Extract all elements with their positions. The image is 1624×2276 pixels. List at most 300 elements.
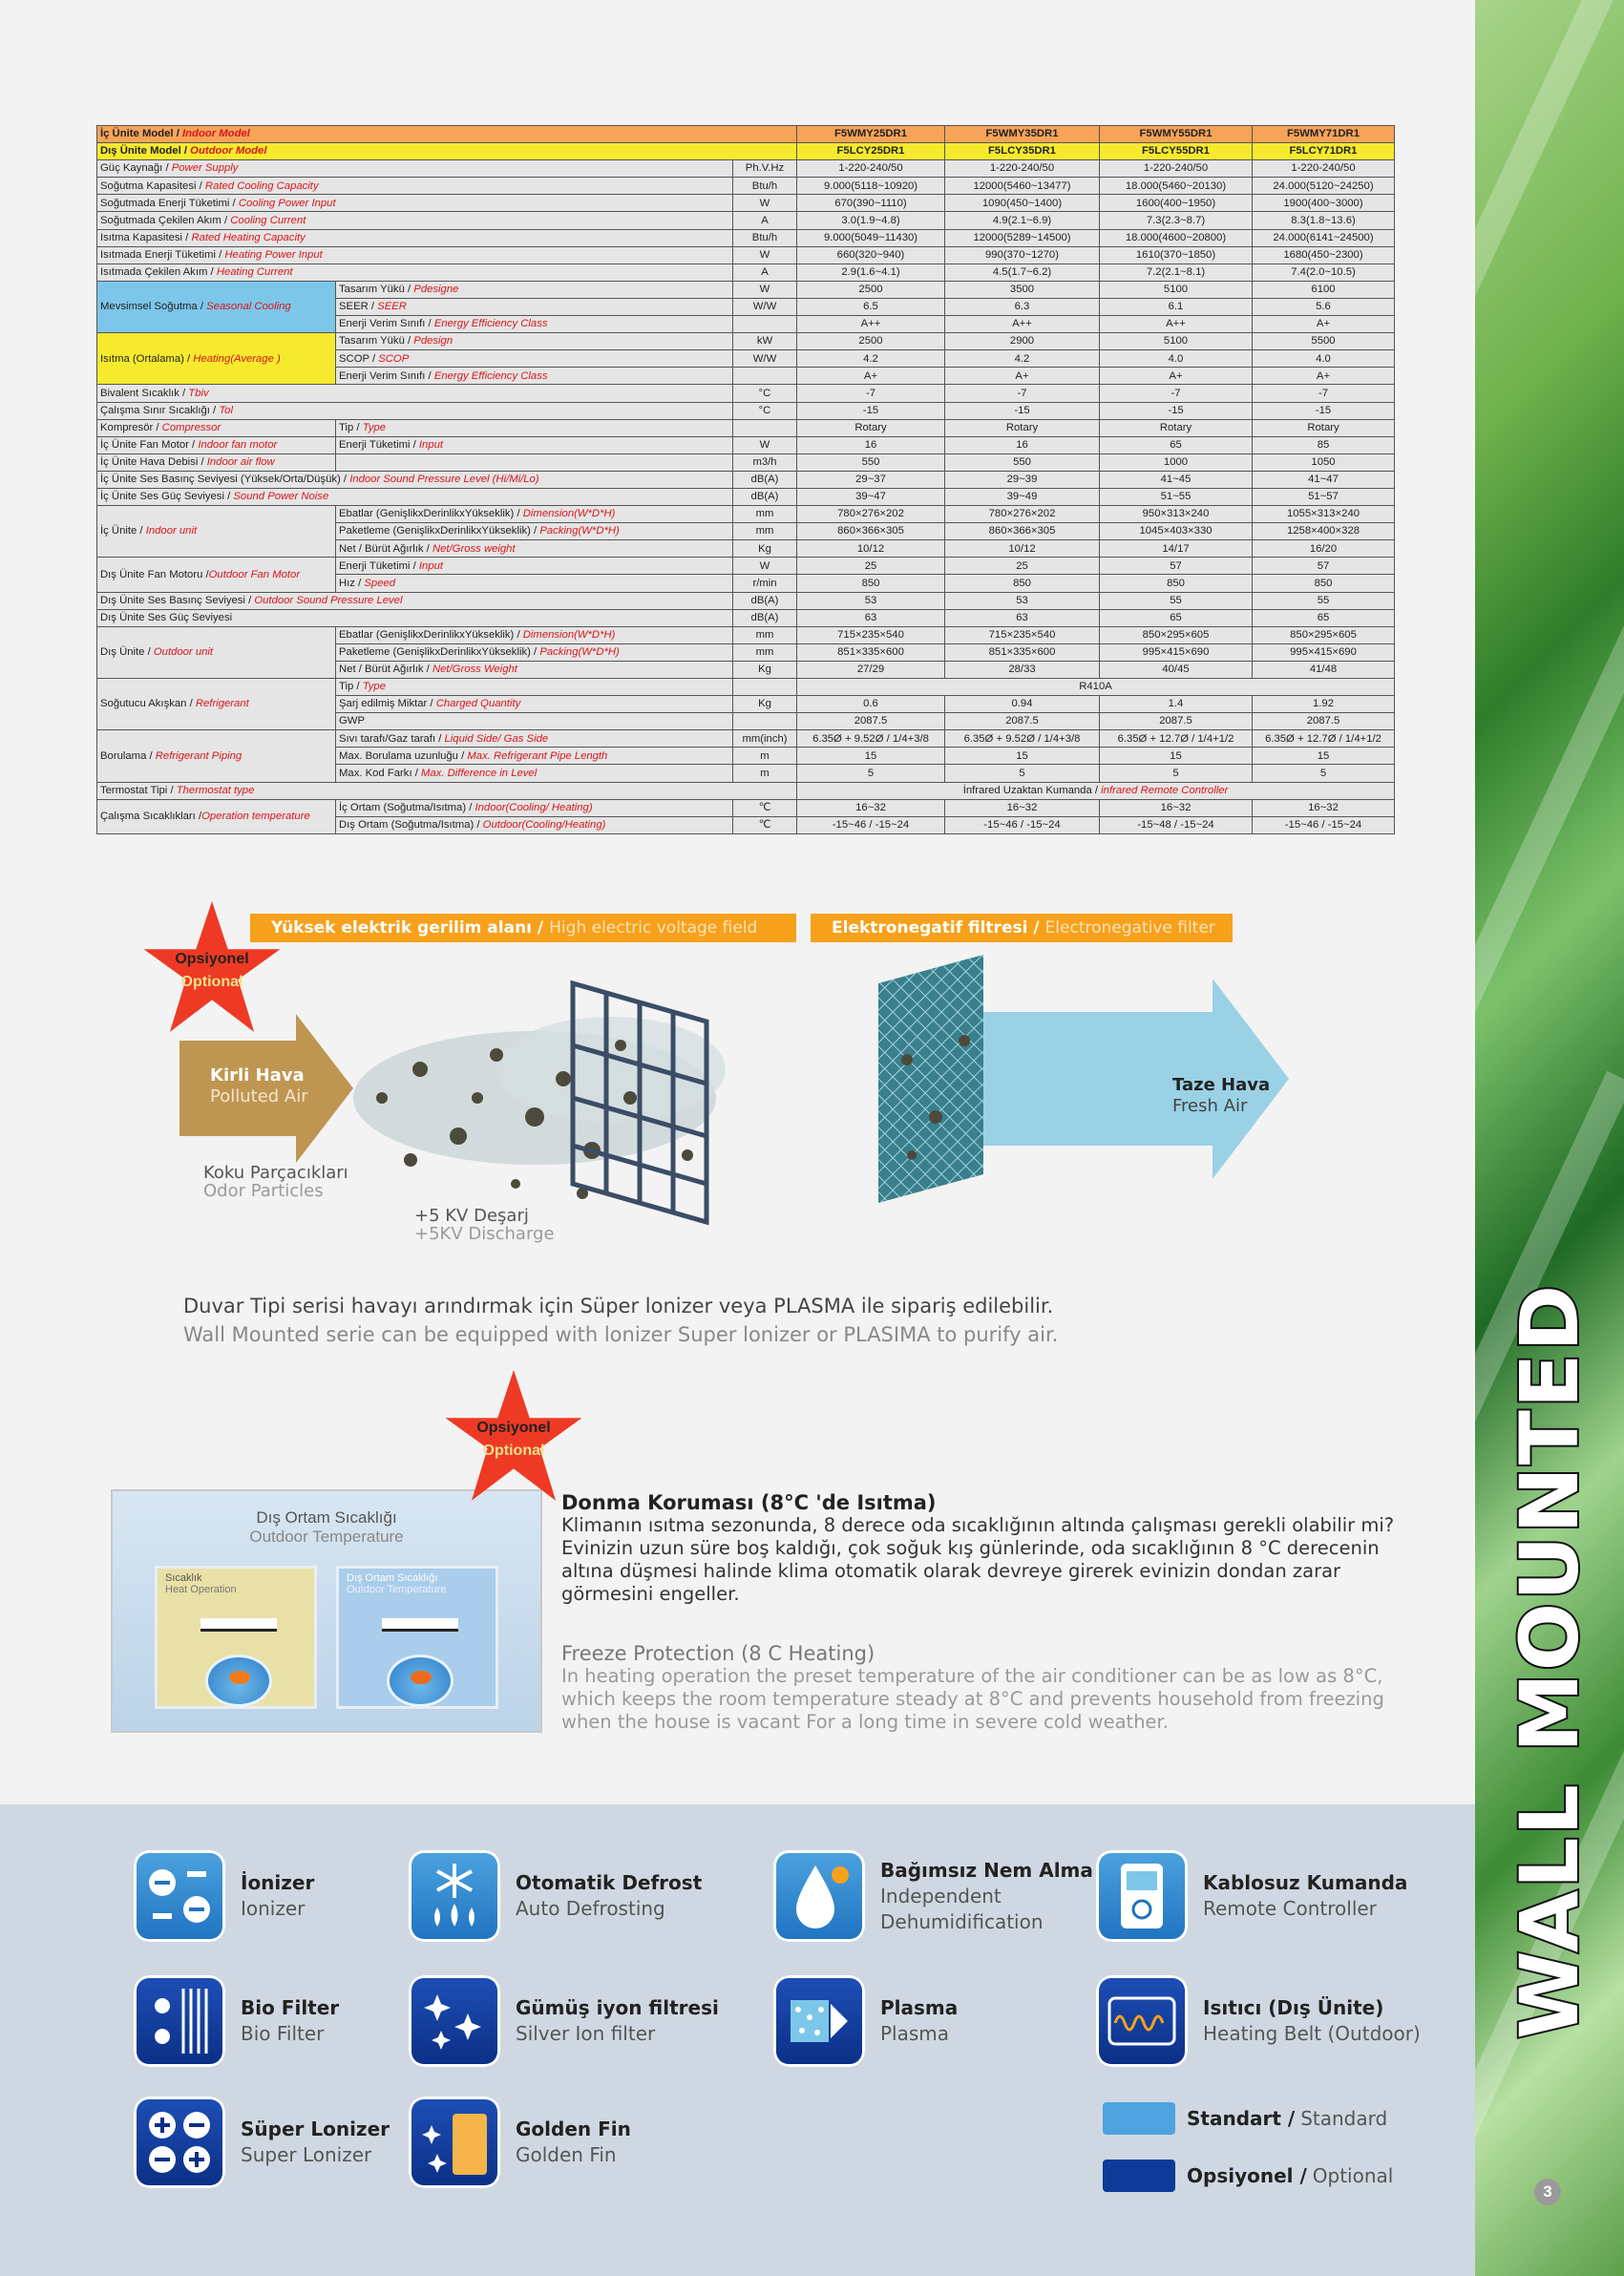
spec-row [97,592,1395,609]
spec-group-label: Dış Ünite Fan Motoru /Outdoor Fan Motor [97,558,336,592]
fresh-air-label: Taze Hava Fresh Air [1172,1075,1271,1116]
spec-label: Çalışma Sınır Sıcaklığı / Tol [97,402,733,419]
spec-unit: ℃ [733,816,797,833]
feature-title: Golden Fin [516,2118,631,2140]
spec-value: 16/20 [1253,540,1395,558]
spec-value: 2087.5 [945,713,1100,730]
spec-group-label: Soğutucu Akışkan / Refrigerant [97,679,336,730]
spec-label: Isıtma Kapasitesi / Rated Heating Capacity [97,229,733,246]
odor-particles-label: Koku Parçacıkları Odor Particles [203,1163,348,1201]
spec-value: 3.0(1.9~4.8) [797,212,945,229]
optional-star-badge: Opsiyonel Optional [441,1367,586,1512]
spec-sub-label: Max. Kod Farkı / Max. Difference in Level [336,765,733,782]
feature-item [409,1850,702,1942]
polluted-air-label: Kirli Hava Polluted Air [210,1065,308,1106]
freeze-text-tr: Klimanın ısıtma sezonunda, 8 derece oda sıcaklığının altında çalışması gerekli olabilir mi? Evinizin uzun süre boş kaldığı, çok soğuk kış günlerinde, oda sıcaklığının 8 °C derecenin altına düşmesi halinde klima otomatik olarak devreye girerek evinizin dondan zarar görmesini engeller. [561,1514,1395,1605]
feature-title: Plasma [880,1996,959,2019]
feature-item [134,1975,339,2067]
banner-high-voltage: Yüksek elektrik gerilim alanı / High electric voltage field [250,914,796,942]
spec-group-label: Mevsimsel Soğutma / Seasonal Cooling [97,281,336,332]
side-title: WALL MOUNTED [1503,1282,1597,2040]
feature-item [1096,1850,1407,1942]
features-panel [0,1804,1475,2276]
heating-belt-icon [1096,1975,1188,2067]
spec-unit: A [733,263,797,281]
spec-value: 16~32 [1253,799,1395,816]
spec-value: 40/45 [1100,661,1253,678]
fishbowl-icon [387,1654,453,1707]
spec-value: 5.6 [1253,298,1395,315]
spec-value: 6.35Ø + 12.7Ø / 1/4+1/2 [1100,730,1253,748]
dehumidification-icon [773,1850,865,1942]
outdoor-model-name: F5LCY55DR1 [1100,143,1253,160]
spec-value: Rotary [1253,419,1395,436]
spec-group-label: Borulama / Refrigerant Piping [97,730,336,782]
spec-unit: ℃ [733,799,797,816]
spec-value: 65 [1253,609,1395,626]
spec-value: 850 [1253,575,1395,592]
spec-value: 53 [945,592,1100,609]
page-number: 3 [1534,2179,1561,2205]
spec-value: 851×335×600 [945,643,1100,661]
feature-title: Kablosuz Kumanda [1203,1871,1408,1894]
freeze-protection-text [561,1491,1430,1734]
spec-value: 14/17 [1100,540,1253,558]
spec-label: İç Ünite Hava Debisi / Indoor air flow [97,453,336,471]
spec-unit: r/min [733,575,797,592]
feature-item [409,2097,631,2188]
spec-value: 860×366×305 [797,523,945,540]
spec-value: 15 [945,748,1100,765]
spec-table [96,125,1395,834]
plasma-icon [773,1975,865,2067]
spec-unit: kW [733,333,797,350]
spec-unit: mm(inch) [733,730,797,748]
spec-value: 1610(370~1850) [1100,246,1253,263]
spec-row [97,281,1395,298]
spec-sub-label [336,453,733,471]
spec-value: 39~47 [797,488,945,505]
discharge-label: +5 KV Deşarj +5KV Discharge [414,1206,555,1244]
electronegative-filter [878,955,983,1203]
spec-value: 15 [797,748,945,765]
spec-unit: dB(A) [733,609,797,626]
spec-row [97,212,1395,229]
spec-value: 1045×403×330 [1100,523,1253,540]
optional-star-badge: Opsiyonel Optional [139,898,285,1043]
spec-value: 51~57 [1253,488,1395,505]
spec-label: Soğutma Kapasitesi / Rated Cooling Capacity [97,178,733,195]
spec-sub-label: Sıvı tarafı/Gaz tarafı / Liquid Side/ Gas Side [336,730,733,748]
spec-value: 63 [945,609,1100,626]
spec-value: 39~49 [945,488,1100,505]
spec-value: A+ [945,368,1100,385]
feature-item [134,2097,390,2188]
spec-unit: m3/h [733,453,797,471]
spec-value: 995×415×690 [1100,643,1253,661]
spec-value: 51~55 [1100,488,1253,505]
spec-unit [733,713,797,730]
spec-value: 4.2 [797,350,945,368]
spec-value: 9.000(5118~10920) [797,178,945,195]
spec-row [97,609,1395,626]
spec-row [97,436,1395,453]
spec-value: 5 [1253,765,1395,782]
ac-unit-icon [382,1618,458,1632]
spec-value: 1-220-240/50 [797,160,945,178]
spec-label: Soğutmada Çekilen Akım / Cooling Current [97,212,733,229]
spec-value: 6.35Ø + 12.7Ø / 1/4+1/2 [1253,730,1395,748]
spec-unit: dB(A) [733,471,797,488]
spec-value: 16 [945,436,1100,453]
spec-value: 850 [797,575,945,592]
golden-fin-icon [409,2097,500,2188]
spec-value: 57 [1100,558,1253,575]
spec-value: 860×366×305 [945,523,1100,540]
spec-value: 1090(450~1400) [945,195,1100,212]
spec-value: 715×235×540 [797,626,945,643]
spec-value: 6.5 [797,298,945,315]
spec-sub-label: Max. Borulama uzunluğu / Max. Refrigerant Pipe Length [336,748,733,765]
spec-value: 53 [797,592,945,609]
spec-value: Rotary [945,419,1100,436]
spec-label: Dış Ünite Ses Güç Seviyesi [97,609,733,626]
spec-row [97,730,1395,748]
spec-value: -7 [1100,385,1253,402]
spec-sub-label: Ebatlar (GenişlikxDerinlikxYükseklik) / Dimension(W*D*H) [336,506,733,523]
spec-value: 2.9(1.6~4.1) [797,263,945,281]
spec-unit: Btu/h [733,178,797,195]
spec-label: Kompresör / Compressor [97,419,336,436]
feature-subtitle: Silver Ion filter [516,2022,656,2045]
spec-unit: mm [733,506,797,523]
spec-row [97,178,1395,195]
spec-unit: W [733,558,797,575]
spec-value: 16 [797,436,945,453]
spec-value: -15~46 / -15~24 [1253,816,1395,833]
legend-swatch [1103,2160,1175,2192]
indoor-model-name: F5WMY35DR1 [945,126,1100,143]
spec-value: 1-220-240/50 [1253,160,1395,178]
feature-item [773,1850,1093,1942]
spec-value: 10/12 [945,540,1100,558]
spec-value: 4.9(2.1~6.9) [945,212,1100,229]
spec-sub-label: Enerji Tüketimi / Input [336,436,733,453]
spec-group-label: Çalışma Sıcaklıkları /Operation temperature [97,799,336,833]
banner-electronegative: Elektronegatif filtresi / Electronegative filter [811,914,1233,942]
silver-ion-icon [409,1975,500,2067]
spec-unit: m [733,748,797,765]
spec-row [97,488,1395,505]
spec-sub-label: Hız / Speed [336,575,733,592]
spec-unit: Kg [733,696,797,713]
spec-value: 2900 [945,333,1100,350]
spec-value: 16~32 [797,799,945,816]
spec-unit: W [733,436,797,453]
spec-value: 0.6 [797,696,945,713]
spec-value: A+ [1253,316,1395,333]
spec-value: 15 [1253,748,1395,765]
outdoor-model-label: Dış Ünite Model / Outdoor Model [97,143,797,160]
spec-value: 6.3 [945,298,1100,315]
spec-unit: °C [733,402,797,419]
spec-value: 1055×313×240 [1253,506,1395,523]
spec-value: 1600(400~1950) [1100,195,1253,212]
spec-value: 2087.5 [797,713,945,730]
spec-value: 550 [797,453,945,471]
legend-swatch [1103,2102,1175,2135]
spec-unit: W/W [733,298,797,315]
spec-sub-label: İç Ortam (Soğutma/Isıtma) / Indoor(Cooling/ Heating) [336,799,733,816]
indoor-model-name: F5WMY55DR1 [1100,126,1253,143]
spec-value: 55 [1100,592,1253,609]
spec-label: Isıtmada Çekilen Akım / Heating Current [97,263,733,281]
spec-unit [733,419,797,436]
spec-unit [733,679,797,696]
freeze-title-tr: Donma Koruması (8°C 'de Isıtma) [561,1491,937,1514]
spec-value: 25 [797,558,945,575]
spec-value: -7 [1253,385,1395,402]
spec-sub-label: Şarj edilmiş Miktar / Charged Quantity [336,696,733,713]
legend-standard: Standart / Standard [1103,2102,1387,2135]
spec-sub-label: Tasarım Yükü / Pdesign [336,333,733,350]
spec-value: 5 [1100,765,1253,782]
fishbowl-icon [205,1654,272,1707]
spec-unit: W [733,281,797,298]
spec-sub-label: SCOP / SCOP [336,350,733,368]
spec-sub-label: Net / Bürüt Ağırlık / Net/Gross Weight [336,661,733,678]
spec-value: 850 [1100,575,1253,592]
spec-value: A++ [945,316,1100,333]
spec-value: 5100 [1100,333,1253,350]
feature-subtitle: Golden Fin [516,2143,617,2166]
spec-value: 4.2 [945,350,1100,368]
spec-unit: Btu/h [733,229,797,246]
spec-value: 41/48 [1253,661,1395,678]
spec-value: -7 [945,385,1100,402]
feature-subtitle: Independent Dehumidification [880,1884,1044,1933]
spec-value: 2500 [797,281,945,298]
feature-item [773,1975,958,2067]
ac-unit-icon [200,1618,277,1632]
feature-item [409,1975,719,2067]
spec-value: 780×276×202 [797,506,945,523]
spec-unit [733,316,797,333]
spec-value: 715×235×540 [945,626,1100,643]
spec-sub-label: GWP [336,713,733,730]
spec-label: İç Ünite Ses Basınç Seviyesi (Yüksek/Orta/Düşük) / Indoor Sound Pressure Level (Hi/Mi/Lo) [97,471,733,488]
spec-sub-label: Tip / Type [336,419,733,436]
feature-title: Bio Filter [241,1996,340,2019]
spec-value: 10/12 [797,540,945,558]
feature-subtitle: Remote Controller [1203,1897,1377,1920]
spec-value: -15~48 / -15~24 [1100,816,1253,833]
spec-unit: mm [733,626,797,643]
spec-row [97,143,1395,160]
feature-item [1096,1975,1421,2067]
ionizer-description: Duvar Tipi serisi havayı arındırmak için Süper lonizer veya PLASMA ile sipariş edilebilir. Wall Mounted serie can be equipped with lonizer Super lonizer or PLASIMA to purify air. [183,1295,1059,1346]
spec-value: 4.0 [1100,350,1253,368]
feature-subtitle: Super Lonizer [241,2143,372,2166]
spec-unit: Kg [733,540,797,558]
spec-value: 12000(5289~14500) [945,229,1100,246]
spec-row [97,453,1395,471]
ionizer-icon [134,1850,225,1942]
spec-value: 5500 [1253,333,1395,350]
spec-value: 65 [1100,436,1253,453]
spec-value: 851×335×600 [797,643,945,661]
spec-value: 850×295×605 [1100,626,1253,643]
spec-unit [733,368,797,385]
spec-value: 55 [1253,592,1395,609]
spec-row [97,419,1395,436]
spec-row [97,679,1395,696]
remote-controller-icon [1096,1850,1188,1942]
spec-unit: W [733,195,797,212]
spec-row [97,229,1395,246]
spec-value: 1000 [1100,453,1253,471]
spec-label: İç Ünite Ses Güç Seviyesi / Sound Power Noise [97,488,733,505]
spec-unit: dB(A) [733,488,797,505]
spec-unit: Ph.V.Hz [733,160,797,178]
spec-value: 1680(450~2300) [1253,246,1395,263]
spec-row [97,195,1395,212]
spec-value: 65 [1100,609,1253,626]
spec-value: A++ [1100,316,1253,333]
spec-value: 41~45 [1100,471,1253,488]
spec-value: 18.000(5460~20130) [1100,178,1253,195]
spec-value: A+ [1253,368,1395,385]
spec-label: Bivalent Sıcaklık / Tbiv [97,385,733,402]
spec-value: 995×415×690 [1253,643,1395,661]
spec-value: 85 [1253,436,1395,453]
feature-title: Gümüş iyon filtresi [516,1996,719,2019]
spec-value: A+ [797,368,945,385]
spec-group-label: Dış Ünite / Outdoor unit [97,626,336,678]
spec-value: 41~47 [1253,471,1395,488]
spec-value: 6.35Ø + 9.52Ø / 1/4+3/8 [797,730,945,748]
outdoor-model-name: F5LCY71DR1 [1253,143,1395,160]
spec-label: Güç Kaynağı / Power Supply [97,160,733,178]
spec-value: 1900(400~3000) [1253,195,1395,212]
spec-value: 25 [945,558,1100,575]
indoor-model-name: F5WMY25DR1 [797,126,945,143]
spec-value: 1-220-240/50 [1100,160,1253,178]
spec-value: 6.35Ø + 9.52Ø / 1/4+3/8 [945,730,1100,748]
spec-value: 2500 [797,333,945,350]
spec-value: A++ [797,316,945,333]
spec-value: 950×313×240 [1100,506,1253,523]
spec-value: -15~46 / -15~24 [945,816,1100,833]
spec-value: 7.4(2.0~10.5) [1253,263,1395,281]
spec-unit: Kg [733,661,797,678]
spec-value: 1258×400×328 [1253,523,1395,540]
spec-value: 5100 [1100,281,1253,298]
spec-value: -15 [797,402,945,419]
spec-sub-label: Net / Bürüt Ağırlık / Net/Gross weight [336,540,733,558]
outdoor-model-name: F5LCY25DR1 [797,143,945,160]
feature-subtitle: Heating Belt (Outdoor) [1203,2022,1421,2045]
spec-label: Termostat Tipi / Thermostat type [97,782,797,799]
spec-row [97,333,1395,350]
spec-group-label: Isıtma (Ortalama) / Heating(Average ) [97,333,336,385]
spec-sub-label: SEER / SEER [336,298,733,315]
freeze-title-en: Freeze Protection (8 C Heating) [561,1642,875,1665]
spec-value: 1050 [1253,453,1395,471]
spec-value: -15 [1253,402,1395,419]
spec-unit: W/W [733,350,797,368]
spec-sub-label: Tip / Type [336,679,733,696]
spec-label: Isıtmada Enerji Tüketimi / Heating Power Input [97,246,733,263]
spec-value: 24.000(5120~24250) [1253,178,1395,195]
spec-row [97,782,1395,799]
spec-value: 0.94 [945,696,1100,713]
defrost-icon [409,1850,500,1942]
refrigerant-type-value: R410A [797,679,1395,696]
spec-group-label: İç Ünite / Indoor unit [97,506,336,558]
spec-value: Rotary [1100,419,1253,436]
super-ionizer-icon [134,2097,225,2188]
spec-sub-label: Ebatlar (GenişlikxDerinlikxYükseklik) / Dimension(W*D*H) [336,626,733,643]
spec-value: A+ [1100,368,1253,385]
spec-value: 12000(5460~13477) [945,178,1100,195]
spec-row [97,246,1395,263]
bio-filter-icon [134,1975,225,2067]
spec-sub-label: Enerji Verim Sınıfı / Energy Efficiency Class [336,316,733,333]
spec-unit: dB(A) [733,592,797,609]
spec-value: 4.5(1.7~6.2) [945,263,1100,281]
spec-value: 2087.5 [1253,713,1395,730]
thermostat-value: İnfrared Uzaktan Kumanda / infrared Remote Controller [797,782,1395,799]
spec-value: -15 [945,402,1100,419]
feature-title: Bağımsız Nem Alma [880,1858,1093,1882]
spec-unit: mm [733,523,797,540]
spec-value: 660(320~940) [797,246,945,263]
spec-value: -15~46 / -15~24 [797,816,945,833]
legend-optional: Opsiyonel / Optional [1103,2160,1393,2192]
spec-value: 7.3(2.3~8.7) [1100,212,1253,229]
spec-value: 16~32 [1100,799,1253,816]
spec-value: 990(370~1270) [945,246,1100,263]
feature-subtitle: Ionizer [241,1897,306,1920]
spec-value: 1.92 [1253,696,1395,713]
spec-value: 15 [1100,748,1253,765]
heated-room: Sıcaklık Heat Operation [155,1566,317,1709]
spec-sub-label: Tasarım Yükü / Pdesigne [336,281,733,298]
spec-value: 850 [945,575,1100,592]
spec-sub-label: Dış Ortam (Soğutma/Isıtma) / Outdoor(Cooling/Heating) [336,816,733,833]
spec-unit: mm [733,643,797,661]
spec-sub-label: Paketleme (GenişlikxDerinlikxYükseklik) / Packing(W*D*H) [336,523,733,540]
spec-value: 29~37 [797,471,945,488]
spec-value: 6.1 [1100,298,1253,315]
spec-value: 5 [945,765,1100,782]
spec-value: 18.000(4600~20800) [1100,229,1253,246]
feature-subtitle: Auto Defrosting [516,1897,665,1920]
spec-value: 7.2(2.1~8.1) [1100,263,1253,281]
spec-value: 6100 [1253,281,1395,298]
feature-title: Süper Lonizer [241,2118,390,2140]
spec-sub-label: Enerji Verim Sınıfı / Energy Efficiency Class [336,368,733,385]
indoor-model-label: İç Ünite Model / Indoor Model [97,126,797,143]
spec-unit: A [733,212,797,229]
spec-label: Dış Ünite Ses Basınç Seviyesi / Outdoor Sound Pressure Level [97,592,733,609]
freeze-protection-image: Dış Ortam Sıcaklığı Outdoor Temperature Sıcaklık Heat Operation Dış Ortam Sıcaklığı Outdoor Temperature [111,1489,542,1733]
spec-value: 550 [945,453,1100,471]
feature-title: Otomatik Defrost [516,1871,703,1894]
spec-value: 1.4 [1100,696,1253,713]
spec-unit: °C [733,385,797,402]
